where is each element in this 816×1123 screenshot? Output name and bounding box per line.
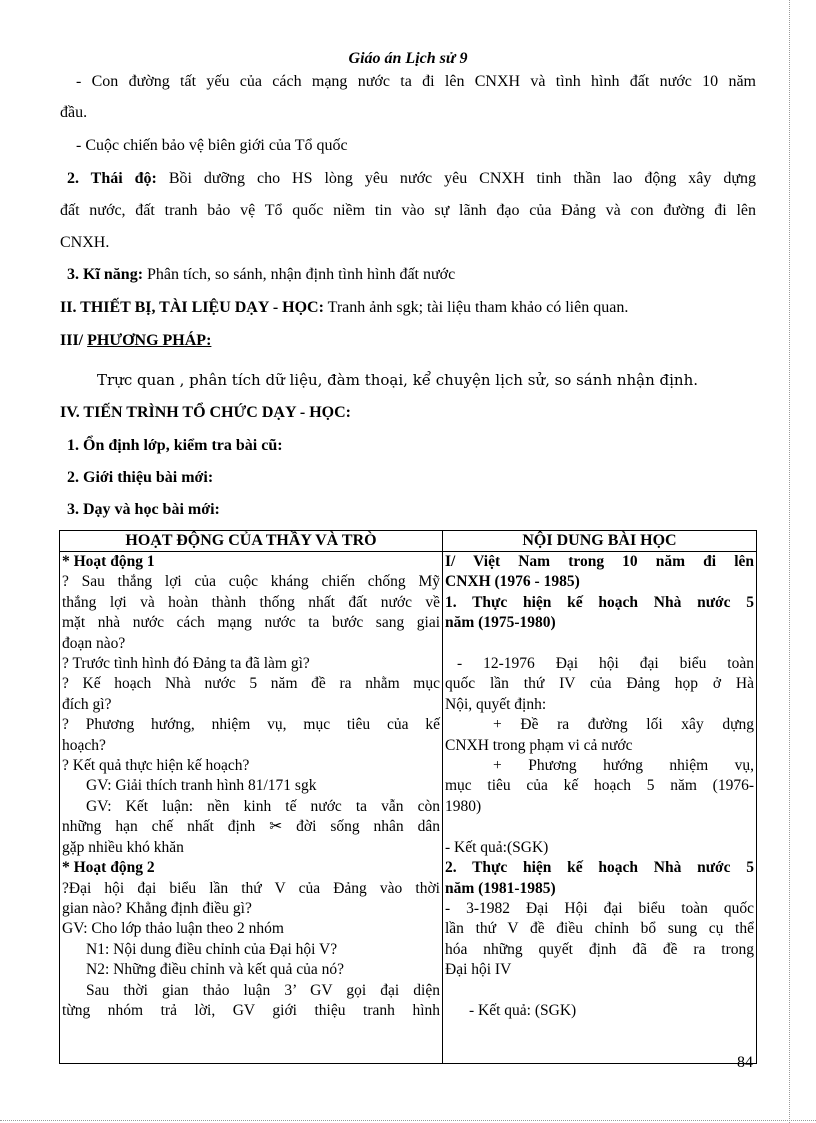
method-text: Trực quan , phân tích dữ liệu, đàm thoại, kể chuyện lịch sử, so sánh nhận định.: [97, 371, 699, 389]
attitude-line-2: đất nước, đất tranh bảo vệ Tổ quốc niềm tin vào sự lãnh đạo của Đảng và con đường đi lên: [60, 202, 756, 219]
content-line: 1980): [445, 797, 482, 815]
content-line: + Phương hướng nhiệm vụ,: [493, 757, 754, 775]
activity-line: ? Kết quả thực hiện kế hoạch?: [62, 757, 250, 775]
content-line: CNXH (1976 - 1985): [445, 573, 580, 591]
attitude-line-3: CNXH.: [60, 234, 110, 251]
activity-line: GV: Giải thích tranh hình 81/171 sgk: [86, 777, 317, 795]
content-line: Nội, quyết định:: [445, 695, 547, 713]
content-line: năm (1975-1980): [445, 614, 556, 632]
page-border-bottom: [0, 1120, 816, 1121]
content-line: 2. Thực hiện kế hoạch Nhà nước 5: [445, 859, 754, 877]
activity-line: gặp nhiều khó khăn: [62, 838, 184, 856]
content-line: [445, 981, 754, 1001]
header-lesson-content: NỘI DUNG BÀI HỌC: [443, 531, 757, 552]
content-line: [445, 634, 754, 654]
method-heading: III/ PHƯƠNG PHÁP:: [60, 332, 212, 349]
activity-line: GV: Cho lớp thảo luận theo 2 nhóm: [62, 920, 284, 938]
activity-line: đoạn nào?: [62, 634, 126, 652]
activity-line: ? Kế hoạch Nhà nước 5 năm đề ra nhằm mục: [62, 675, 440, 693]
activity-line: ? Trước tình hình đó Đảng ta đã làm gì?: [62, 655, 310, 673]
activity-line: mặt nhà nước cách mạng nước ta bước sang giai: [62, 614, 440, 632]
activity-line: * Hoạt động 2: [62, 859, 155, 877]
equipment-line: II. THIẾT BỊ, TÀI LIỆU DẠY - HỌC: Tranh ảnh sgk; tài liệu tham khảo có liên quan.: [60, 299, 629, 316]
objective-line-3: - Cuộc chiến bảo vệ biên giới của Tổ quốc: [76, 137, 348, 154]
content-line: - 3-1982 Đại Hội đại biểu toàn quốc: [445, 899, 754, 917]
activity-line: Sau thời gian thảo luận 3’ GV gọi đại diện: [86, 981, 440, 999]
attitude-line-1: 2. Thái độ: Bồi dưỡng cho HS lòng yêu nước yêu CNXH tinh thần lao động xây dựng: [67, 170, 757, 187]
page-number: 84: [737, 1054, 753, 1071]
header-teacher-activity: HOẠT ĐỘNG CỦA THẦY VÀ TRÒ: [60, 531, 443, 552]
content-line: - Kết quả:(SGK): [445, 838, 549, 856]
activity-line: đích gì?: [62, 695, 112, 713]
activity-line: * Hoạt động 1: [62, 553, 155, 570]
process-heading: IV. TIẾN TRÌNH TỔ CHỨC DẠY - HỌC:: [60, 404, 352, 421]
activity-line: hoạch?: [62, 736, 106, 754]
content-line: lần thứ V đề điều chỉnh bổ sung cụ thể: [445, 920, 754, 938]
activity-line: gian nào? Khẳng định điều gì?: [62, 899, 252, 917]
teacher-activity-cell: [60, 552, 443, 1064]
content-line: quốc lần thứ IV của Đảng họp ở Hà: [445, 675, 754, 693]
objective-line-2: đầu.: [60, 104, 88, 121]
activity-line: thắng lợi và hoàn thành thống nhất đất nước về: [62, 593, 440, 611]
content-line: I/ Việt Nam trong 10 năm đi lên: [445, 553, 754, 570]
content-line: - Kết quả: (SGK): [469, 1001, 577, 1019]
content-line: + Đề ra đường lối xây dựng: [493, 716, 754, 734]
content-line: hóa những quyết định đã đề ra trong: [445, 940, 754, 958]
step-2: 2. Giới thiệu bài mới:: [67, 469, 214, 486]
content-line: 1. Thực hiện kế hoạch Nhà nước 5: [445, 593, 754, 611]
activity-line: ? Phương hướng, nhiệm vụ, mục tiêu của kế: [62, 716, 440, 734]
content-line: - 12-1976 Đại hội đại biểu toàn: [457, 655, 754, 673]
activity-line: những hạn chế nhất định ✂ đời sống nhân dân: [62, 818, 440, 836]
content-line: mục tiêu của kế hoạch 5 năm (1976-: [445, 777, 754, 795]
activity-line: ?Đại hội đại biểu lần thứ V của Đảng vào thời: [62, 879, 440, 897]
content-line: CNXH trong phạm vi cả nước: [445, 736, 633, 754]
skills-line: 3. Kĩ năng: Phân tích, so sánh, nhận định tình hình đất nước: [67, 266, 456, 283]
activity-line: ? Sau thắng lợi của cuộc kháng chiến chống Mỹ: [62, 573, 440, 591]
step-3: 3. Dạy và học bài mới:: [67, 501, 220, 518]
content-line: năm (1981-1985): [445, 879, 556, 897]
content-line: Đại hội IV: [445, 961, 512, 979]
activity-line: từng nhóm trả lời, GV giới thiệu tranh hình: [62, 1001, 440, 1019]
step-1: 1. Ổn định lớp, kiểm tra bài cũ:: [67, 437, 283, 454]
objective-line-1: - Con đường tất yếu của cách mạng nước ta đi lên CNXH và tình hình đất nước 10 năm: [76, 73, 756, 90]
lesson-table: [59, 530, 757, 1064]
activity-line: N2: Những điều chỉnh và kết quả của nó?: [86, 961, 345, 979]
activity-line: GV: Kết luận: nền kinh tế nước ta vẫn còn: [86, 797, 440, 815]
page-header: Giáo án Lịch sử 9: [348, 50, 468, 67]
page-border-right: [789, 0, 790, 1123]
activity-line: N1: Nội dung điều chỉnh của Đại hội V?: [86, 940, 338, 958]
lesson-content-cell: [443, 552, 757, 1064]
content-line: [445, 817, 754, 837]
